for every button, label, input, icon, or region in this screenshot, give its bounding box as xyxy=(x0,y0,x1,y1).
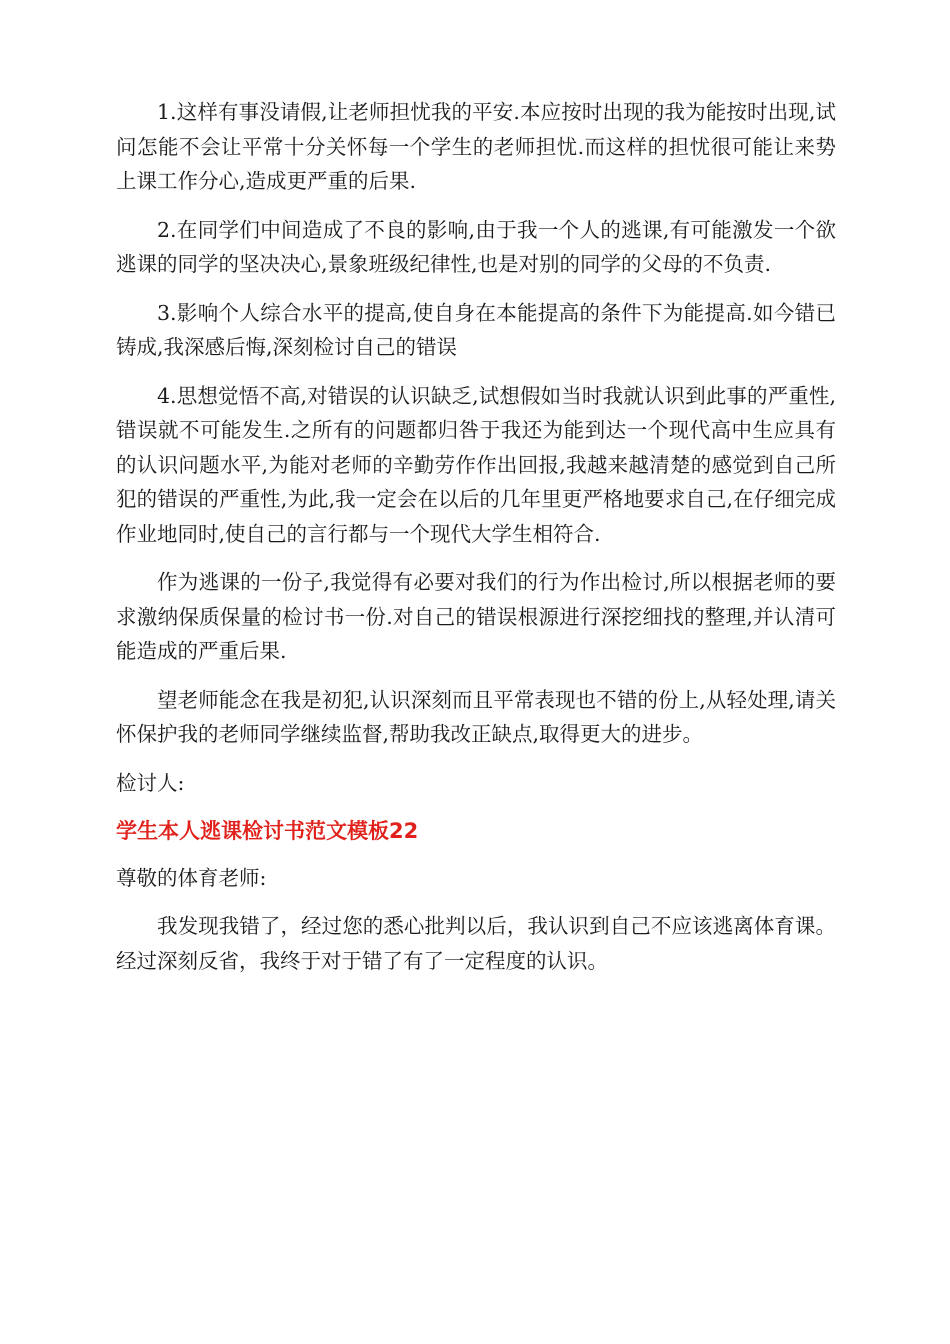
document-page xyxy=(116,95,836,992)
salutation: 尊敬的体育老师: xyxy=(116,865,267,890)
section-heading: 学生本人逃课检讨书范文模板22 xyxy=(116,819,419,843)
paragraph-point-1: 1.这样有事没请假,让老师担忧我的平安.本应按时出现的我为能按时出现,试问怎能不会让平常十分关怀每一个学生的老师担忧.而这样的担忧很可能让来势上课工作分心,造成更严重的后果. xyxy=(116,100,836,193)
paragraph-point-2: 2.在同学们中间造成了不良的影响,由于我一个人的逃课,有可能激发一个欲逃课的同学的坚决决心,景象班级纪律性,也是对别的同学的父母的不负责. xyxy=(116,217,836,276)
paragraph-reflection: 作为逃课的一份子,我觉得有必要对我们的行为作出检讨,所以根据老师的要求激纳保质保量的检讨书一份.对自己的错误根源进行深挖细找的整理,并认清可能造成的严重后果. xyxy=(116,570,836,663)
paragraph-opening: 我发现我错了，经过您的悉心批判以后，我认识到自己不应该逃离体育课。经过深刻反省，我终于对于错了有了一定程度的认识。 xyxy=(116,914,836,973)
paragraph-point-3: 3.影响个人综合水平的提高,使自身在本能提高的条件下为能提高.如今错已铸成,我深感后悔,深刻检讨自己的错误 xyxy=(116,300,836,359)
paragraph-request: 望老师能念在我是初犯,认识深刻而且平常表现也不错的份上,从轻处理,请关怀保护我的老师同学继续监督,帮助我改正缺点,取得更大的进步。 xyxy=(116,687,836,746)
signature-label: 检讨人: xyxy=(116,770,185,795)
paragraph-point-4: 4.思想觉悟不高,对错误的认识缺乏,试想假如当时我就认识到此事的严重性,错误就不可能发生.之所有的问题都归咎于我还为能到达一个现代高中生应具有的认识问题水平,为能对老师的辛勤劳作作出回报,我越来越清楚的感觉到自己所犯的错误的严重性,为此,我一定会在以后的几年里更严格地要求自己,在仔细完成作业地同时,使自己的言行都与一个现代大学生相符合. xyxy=(116,383,836,546)
